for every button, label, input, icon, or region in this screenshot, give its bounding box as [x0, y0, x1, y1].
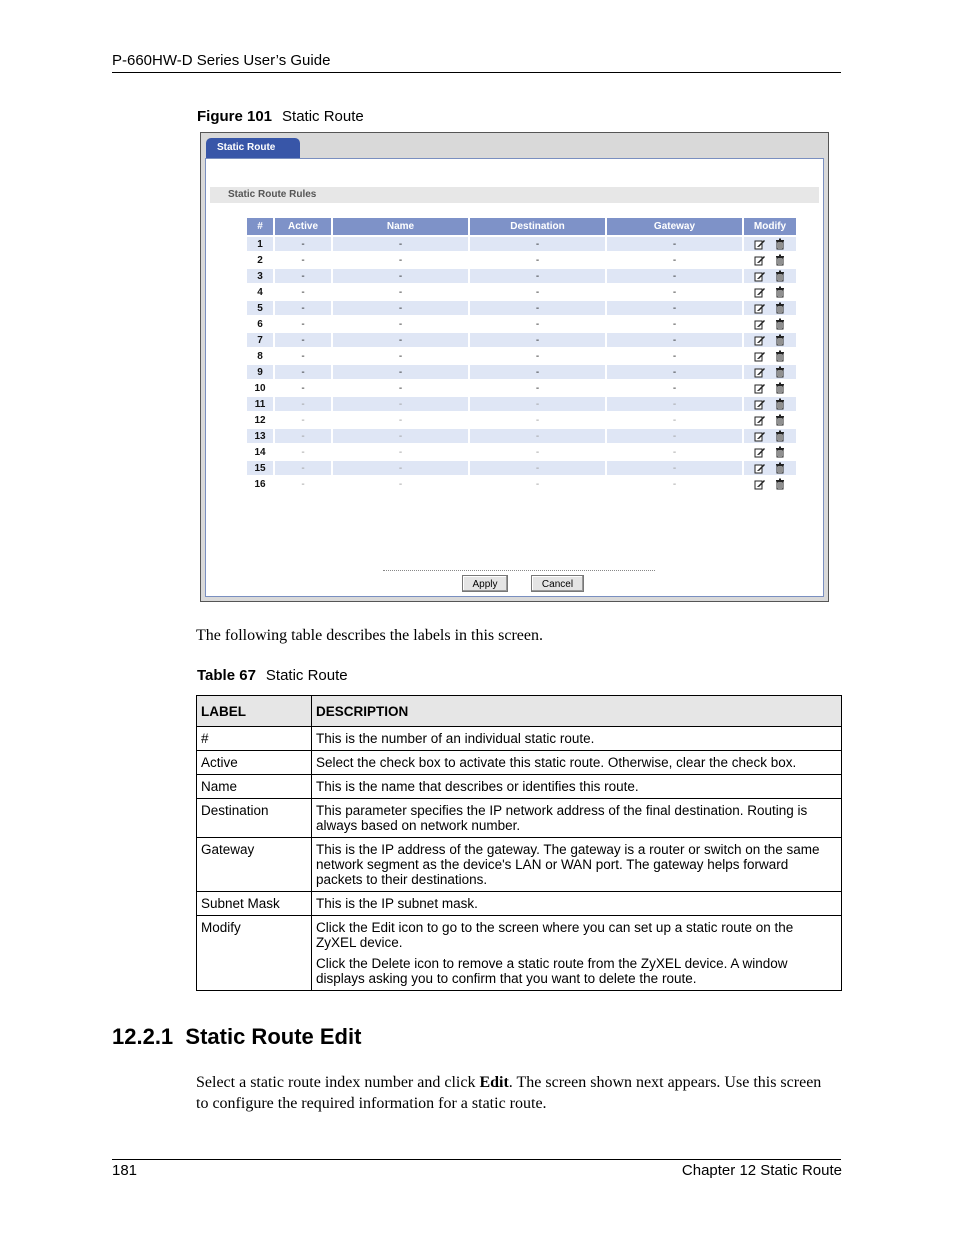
- delete-icon[interactable]: [774, 254, 786, 266]
- delete-icon[interactable]: [774, 350, 786, 362]
- edit-icon[interactable]: [754, 302, 766, 314]
- description-text: Select the check box to activate this static route. Otherwise, clear the check box.: [316, 755, 797, 770]
- cell-num: 14: [254, 446, 266, 458]
- cell-active: -: [275, 461, 331, 475]
- edit-icon[interactable]: [754, 366, 766, 378]
- figure-label: Figure 101: [197, 108, 273, 125]
- description-text: This is the IP subnet mask.: [316, 896, 478, 911]
- cell-active: -: [301, 446, 305, 458]
- row-label: Active: [197, 751, 312, 775]
- cell-destination: -: [470, 397, 605, 411]
- cell-modify: [744, 301, 796, 315]
- cell-gateway: -: [672, 414, 677, 426]
- screen-panel: [205, 158, 824, 597]
- cell-num: 15: [247, 461, 273, 475]
- cell-modify: [744, 461, 796, 475]
- edit-icon[interactable]: [754, 238, 766, 250]
- cell-gateway: -: [672, 350, 677, 362]
- table-row: [247, 381, 796, 395]
- description-text: This is the IP address of the gateway. The gateway is a router or switch on the same network segment as the device's LAN or WAN port. The gateway helps forward packets to their destinations.: [316, 842, 820, 887]
- cell-destination: -: [470, 429, 605, 443]
- edit-icon[interactable]: [754, 430, 766, 442]
- header-col-number: #: [247, 218, 273, 235]
- row-label: Gateway: [197, 838, 312, 892]
- section-text-bold: Edit: [479, 1074, 509, 1091]
- cell-modify: [744, 237, 796, 251]
- row-description: [312, 799, 842, 838]
- cell-gateway: -: [607, 429, 742, 443]
- section-text-2: . The screen shown next appears. Use this screen to configure the required information for a static route.: [196, 1074, 822, 1112]
- tab-static-route[interactable]: Static Route: [206, 138, 300, 158]
- table-row: [247, 477, 796, 491]
- cell-num: 9: [247, 365, 273, 379]
- page-number: 181: [112, 1162, 138, 1179]
- cell-name: -: [398, 318, 403, 330]
- cell-active: -: [275, 333, 331, 347]
- cell-modify: [744, 365, 796, 379]
- section-number: 12.2.1: [112, 1024, 174, 1049]
- cell-destination: -: [535, 286, 540, 298]
- cell-modify: [744, 253, 796, 267]
- cell-num: 8: [257, 350, 263, 362]
- description-text: Click the Delete icon to remove a static route from the ZyXEL device. A window displays asking you to confirm that you want to delete the route.: [316, 956, 788, 986]
- cell-modify: [744, 477, 796, 491]
- cell-gateway: -: [607, 333, 742, 347]
- cell-destination: -: [535, 478, 540, 490]
- cell-destination: -: [535, 414, 540, 426]
- row-label: Modify: [197, 916, 312, 991]
- table-row: [247, 429, 796, 443]
- cell-modify: [744, 349, 796, 363]
- cell-name: -: [398, 478, 403, 490]
- header-description: DESCRIPTION: [312, 696, 842, 727]
- cell-name: -: [333, 429, 468, 443]
- cell-num: 16: [254, 478, 266, 490]
- cell-destination: -: [470, 461, 605, 475]
- row-description: [312, 838, 842, 892]
- header-col-name: Name: [333, 218, 468, 235]
- table-row: [197, 727, 842, 751]
- cell-destination: -: [470, 365, 605, 379]
- cell-name: -: [333, 365, 468, 379]
- edit-icon[interactable]: [754, 318, 766, 330]
- edit-icon[interactable]: [754, 414, 766, 426]
- delete-icon[interactable]: [774, 430, 786, 442]
- cell-num: 11: [247, 397, 273, 411]
- delete-icon[interactable]: [774, 238, 786, 250]
- cell-gateway: -: [607, 301, 742, 315]
- cell-name: -: [333, 269, 468, 283]
- figure-title: Static Route: [282, 108, 364, 125]
- section-heading: [112, 1024, 361, 1050]
- cell-active: -: [301, 350, 305, 362]
- cell-gateway: -: [672, 446, 677, 458]
- cell-active: -: [275, 269, 331, 283]
- cell-num: 5: [247, 301, 273, 315]
- cell-destination: -: [535, 350, 540, 362]
- table-row: [197, 892, 842, 916]
- apply-button[interactable]: Apply: [462, 575, 508, 592]
- cell-num: 6: [257, 318, 263, 330]
- footer-rule: [112, 1159, 841, 1160]
- section-text-1: Select a static route index number and click: [196, 1074, 480, 1091]
- table-row: [247, 445, 796, 459]
- row-label: Destination: [197, 799, 312, 838]
- chapter-title: Chapter 12 Static Route: [681, 1162, 842, 1179]
- route-rules-table: [245, 216, 798, 493]
- cell-name: -: [333, 333, 468, 347]
- delete-icon[interactable]: [774, 366, 786, 378]
- cancel-button[interactable]: Cancel: [531, 575, 584, 592]
- header-col-destination: Destination: [470, 218, 605, 235]
- table-title: Static Route: [265, 667, 348, 684]
- edit-icon[interactable]: [754, 462, 766, 474]
- header-col-gateway: Gateway: [607, 218, 742, 235]
- cell-active: -: [275, 301, 331, 315]
- cell-num: 4: [257, 286, 263, 298]
- edit-icon[interactable]: [754, 334, 766, 346]
- cell-destination: -: [470, 301, 605, 315]
- delete-icon[interactable]: [774, 462, 786, 474]
- table-row: [247, 365, 796, 379]
- cell-modify: [744, 269, 796, 283]
- cell-modify: [744, 381, 796, 395]
- cell-destination: -: [470, 269, 605, 283]
- cell-active: -: [301, 318, 305, 330]
- table-row: [247, 317, 796, 331]
- row-description: [312, 775, 842, 799]
- cell-destination: -: [535, 318, 540, 330]
- cell-name: -: [333, 397, 468, 411]
- row-label: #: [197, 727, 312, 751]
- intro-paragraph: The following table describes the labels in this screen.: [196, 627, 544, 644]
- cell-active: -: [301, 286, 305, 298]
- table-row: [197, 799, 842, 838]
- edit-icon[interactable]: [754, 350, 766, 362]
- table-row: [247, 285, 796, 299]
- table-row: [247, 349, 796, 363]
- edit-icon[interactable]: [754, 254, 766, 266]
- delete-icon[interactable]: [774, 382, 786, 394]
- edit-icon[interactable]: [754, 286, 766, 298]
- cell-name: -: [398, 350, 403, 362]
- cell-destination: -: [535, 382, 540, 394]
- cell-num: 12: [254, 414, 266, 426]
- section-bar: Static Route Rules: [210, 187, 819, 203]
- header-col-active: Active: [275, 218, 331, 235]
- cell-active: -: [301, 382, 305, 394]
- cell-num: 1: [247, 237, 273, 251]
- header-rule: [112, 72, 841, 73]
- cell-gateway: -: [607, 397, 742, 411]
- table-label: Table 67: [197, 667, 256, 684]
- cell-num: 3: [247, 269, 273, 283]
- row-label: Subnet Mask: [197, 892, 312, 916]
- edit-icon[interactable]: [754, 382, 766, 394]
- table-row: [197, 751, 842, 775]
- table-row: [247, 269, 796, 283]
- edit-icon[interactable]: [754, 446, 766, 458]
- delete-icon[interactable]: [774, 318, 786, 330]
- cell-modify: [744, 429, 796, 443]
- row-description: [312, 727, 842, 751]
- cell-gateway: -: [672, 254, 677, 266]
- cell-num: 7: [247, 333, 273, 347]
- running-header: P-660HW-D Series User’s Guide: [112, 52, 331, 69]
- cell-name: -: [333, 461, 468, 475]
- section-title: Static Route Edit: [185, 1024, 362, 1049]
- cell-name: -: [398, 414, 403, 426]
- cell-gateway: -: [607, 269, 742, 283]
- cell-modify: [744, 445, 796, 459]
- section-paragraph: [196, 1072, 836, 1114]
- cell-destination: -: [470, 237, 605, 251]
- cell-num: 13: [247, 429, 273, 443]
- cell-gateway: -: [672, 318, 677, 330]
- cell-gateway: -: [607, 237, 742, 251]
- cell-active: -: [275, 365, 331, 379]
- edit-icon[interactable]: [754, 270, 766, 282]
- table-row: [197, 916, 842, 991]
- cell-modify: [744, 333, 796, 347]
- edit-icon[interactable]: [754, 478, 766, 490]
- cell-destination: -: [535, 446, 540, 458]
- cell-num: 10: [254, 382, 266, 394]
- cell-name: -: [398, 382, 403, 394]
- description-text: This is the name that describes or identifies this route.: [316, 779, 639, 794]
- cell-active: -: [275, 429, 331, 443]
- cell-name: -: [398, 254, 403, 266]
- table-row: [247, 413, 796, 427]
- cell-active: -: [275, 397, 331, 411]
- cell-active: -: [301, 254, 305, 266]
- cell-gateway: -: [672, 286, 677, 298]
- cell-destination: -: [470, 333, 605, 347]
- cell-gateway: -: [672, 478, 677, 490]
- static-route-screenshot: [200, 132, 829, 602]
- table-row: [197, 838, 842, 892]
- cell-name: -: [333, 237, 468, 251]
- cell-destination: -: [535, 254, 540, 266]
- table-row: [247, 461, 796, 475]
- cell-gateway: -: [607, 365, 742, 379]
- delete-icon[interactable]: [774, 286, 786, 298]
- delete-icon[interactable]: [774, 446, 786, 458]
- cell-name: -: [333, 301, 468, 315]
- description-text: This parameter specifies the IP network address of the final destination. Routing is always based on network number.: [316, 803, 808, 833]
- description-table: [196, 695, 842, 991]
- table-row: [247, 237, 796, 251]
- delete-icon[interactable]: [774, 302, 786, 314]
- cell-modify: [744, 285, 796, 299]
- table-row: [197, 775, 842, 799]
- delete-icon[interactable]: [774, 478, 786, 490]
- table-row: [247, 301, 796, 315]
- delete-icon[interactable]: [774, 270, 786, 282]
- delete-icon[interactable]: [774, 334, 786, 346]
- row-description: [312, 751, 842, 775]
- table-row: [247, 397, 796, 411]
- cell-modify: [744, 413, 796, 427]
- cell-active: -: [275, 237, 331, 251]
- description-text: This is the number of an individual static route.: [316, 731, 595, 746]
- table-row: [247, 333, 796, 347]
- delete-icon[interactable]: [774, 398, 786, 410]
- row-label: Name: [197, 775, 312, 799]
- table-caption: [197, 667, 348, 684]
- cell-name: -: [398, 286, 403, 298]
- dotted-divider: [383, 570, 655, 571]
- header-col-modify: Modify: [744, 218, 796, 235]
- cell-modify: [744, 397, 796, 411]
- description-text: Click the Edit icon to go to the screen where you can set up a static route on the ZyXEL device.: [316, 920, 794, 950]
- cell-gateway: -: [672, 382, 677, 394]
- header-label: LABEL: [197, 696, 312, 727]
- cell-name: -: [398, 446, 403, 458]
- table-row: [247, 253, 796, 267]
- row-description: [312, 916, 842, 991]
- cell-active: -: [301, 478, 305, 490]
- delete-icon[interactable]: [774, 414, 786, 426]
- row-description: [312, 892, 842, 916]
- cell-gateway: -: [607, 461, 742, 475]
- cell-active: -: [301, 414, 305, 426]
- cell-num: 2: [257, 254, 263, 266]
- cell-modify: [744, 317, 796, 331]
- figure-caption: [197, 108, 364, 125]
- edit-icon[interactable]: [754, 398, 766, 410]
